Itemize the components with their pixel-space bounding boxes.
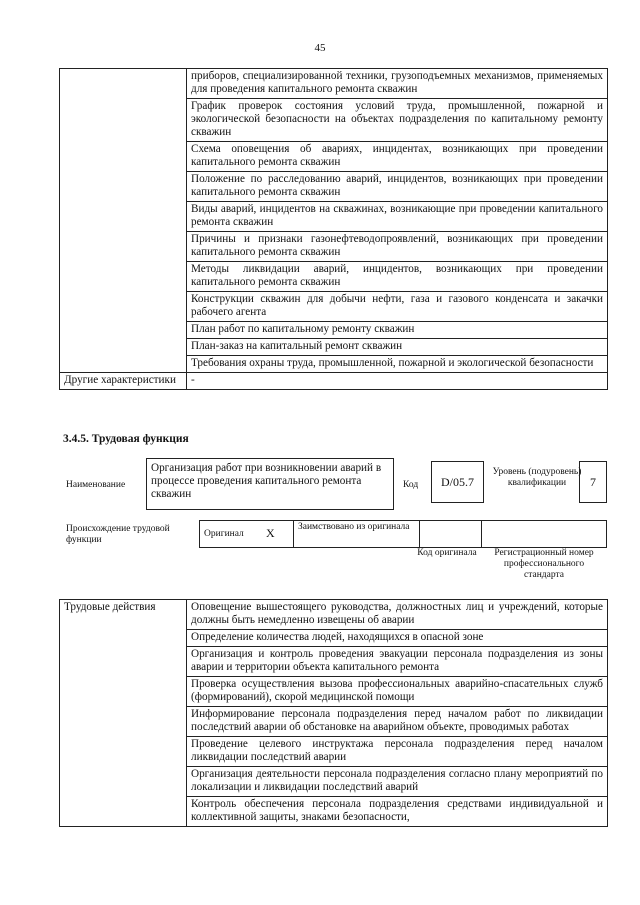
function-name-value: Организация работ при возникновении аварий в процессе проведения капитального ремонта скважин bbox=[151, 462, 382, 500]
divider bbox=[481, 521, 482, 547]
knowledge-table bbox=[59, 68, 608, 390]
table-row: Методы ликвидации аварий, инцидентов, возникающих при проведении капитального ремонта скважин bbox=[187, 262, 608, 292]
code-original-label: Код оригинала bbox=[417, 548, 477, 558]
origin-row bbox=[199, 520, 607, 548]
page-number: 45 bbox=[314, 42, 326, 54]
labor-actions-label: Трудовые действия bbox=[60, 600, 187, 827]
reg-number-label: Регистрационный номер профессионального стандарта bbox=[494, 548, 594, 580]
section-heading: 3.4.5. Трудовая функция bbox=[63, 433, 189, 445]
qualification-level-label: Уровень (подуровень) квалификации bbox=[492, 467, 582, 488]
table-row: Проверка осуществления вызова профессиональных аварийно-спасательных служб (формирований), скорой медицинской помощи bbox=[187, 677, 608, 707]
level-value: 7 bbox=[590, 475, 596, 489]
other-characteristics-value: - bbox=[187, 373, 608, 390]
table-row: Организация и контроль проведения эвакуации персонала подразделения из зоны аварии и территории объекта капитального ремонта bbox=[187, 647, 608, 677]
table-row: Виды аварий, инцидентов на скважинах, возникающие при проведении капитального ремонта скважин bbox=[187, 202, 608, 232]
name-label: Наименование bbox=[66, 480, 126, 490]
table-row: Контроль обеспечения персонала подразделения средствами индивидуальной и коллективной защиты, знаками безопасности, bbox=[187, 797, 608, 827]
function-name-box bbox=[146, 458, 394, 510]
table-row: Схема оповещения об авариях, инцидентах, возникающих при проведении капитального ремонта скважин bbox=[187, 142, 608, 172]
table-row: Проведение целевого инструктажа персонала подразделения перед началом ликвидации последствий аварии bbox=[187, 737, 608, 767]
divider bbox=[293, 521, 294, 547]
table-row: Конструкции скважин для добычи нефти, газа и газового конденсата и закачки рабочего агента bbox=[187, 292, 608, 322]
code-value: D/05.7 bbox=[441, 475, 474, 489]
borrowed-label: Заимствовано из оригинала bbox=[298, 522, 410, 532]
level-box bbox=[579, 461, 607, 503]
origin-label: Происхождение трудовой функции bbox=[66, 524, 170, 545]
table-row: Требования охраны труда, промышленной, пожарной и экологической безопасности bbox=[187, 356, 608, 373]
code-label: Код bbox=[403, 480, 419, 490]
table-row: План-заказ на капитальный ремонт скважин bbox=[187, 339, 608, 356]
table-row: План работ по капитальному ремонту скважин bbox=[187, 322, 608, 339]
labor-actions-table bbox=[59, 599, 608, 827]
table-row: Информирование персонала подразделения перед началом работ по ликвидации последствий аварии об обстановке на аварийном объекте, проводимых работах bbox=[187, 707, 608, 737]
table-row: Оповещение вышестоящего руководства, должностных лиц и учреждений, которые должны быть немедленно извещены об аварии bbox=[187, 600, 608, 630]
divider bbox=[419, 521, 420, 547]
table-label-cell bbox=[60, 69, 187, 373]
original-mark: X bbox=[266, 526, 275, 540]
table-row: Положение по расследованию аварий, инцидентов, возникающих при проведении капитального ремонта скважин bbox=[187, 172, 608, 202]
table-row: Определение количества людей, находящихся в опасной зоне bbox=[187, 630, 608, 647]
table-row: Организация деятельности персонала подразделения согласно плану мероприятий по локализации и ликвидации последствий аварий bbox=[187, 767, 608, 797]
original-label: Оригинал bbox=[204, 529, 244, 539]
table-row: Причины и признаки газонефтеводопроявлений, возникающих при проведении капитального ремонта скважин bbox=[187, 232, 608, 262]
table-row: приборов, специализированной техники, грузоподъемных механизмов, применяемых для проведения капитального ремонта скважин bbox=[187, 69, 608, 99]
other-characteristics-label: Другие характеристики bbox=[60, 373, 187, 390]
code-box bbox=[431, 461, 484, 503]
table-row: График проверок состояния условий труда, промышленной, пожарной и экологической безопасности на объектах подразделения по капитальному ремонту скважин bbox=[187, 99, 608, 142]
